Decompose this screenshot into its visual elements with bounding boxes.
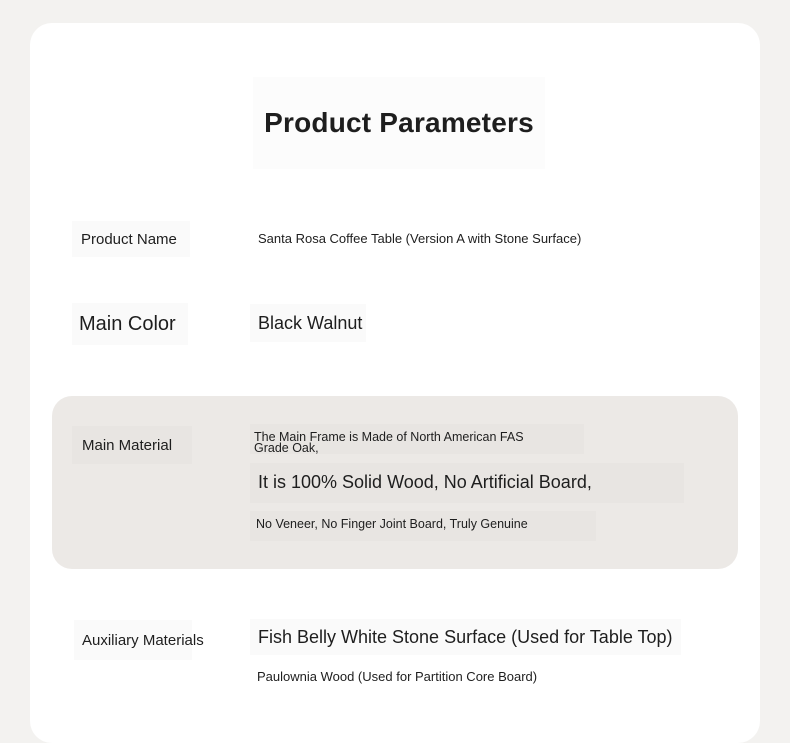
parameters-card [30,23,760,743]
auxiliary-materials-line1 [250,619,681,655]
main-material-line1-text: The Main Frame is Made of North American FAS [254,430,524,444]
main-color-label-text: Main Color [79,312,176,335]
main-material-line2-text: It is 100% Solid Wood, No Artificial Board, [258,471,592,492]
main-material-line3-text: No Veneer, No Finger Joint Board, Truly Genuine [256,517,528,531]
main-color-value-text: Black Walnut [258,312,363,333]
main-material-line3 [256,515,528,533]
auxiliary-materials-line2 [257,666,537,686]
title-box [253,77,545,169]
product-name-value-text: Santa Rosa Coffee Table (Version A with Stone Surface) [258,230,582,246]
page-title: Product Parameters [264,107,534,138]
product-name-label-text: Product Name [81,230,177,248]
auxiliary-materials-label [74,620,204,660]
product-name-label [72,221,190,257]
main-color-value [250,304,366,342]
product-name-value [258,227,581,249]
auxiliary-materials-line1-text: Fish Belly White Stone Surface (Used for Table Top) [258,626,673,647]
main-material-line1 [254,432,524,454]
auxiliary-materials-line2-text: Paulownia Wood (Used for Partition Core Board) [257,668,538,684]
main-material-label [74,427,172,463]
main-material-label-text: Main Material [82,436,173,454]
auxiliary-materials-label-text: Auxiliary Materials [82,631,204,649]
main-material-line1b-text: Grade Oak, [254,441,319,455]
main-material-line2 [258,469,592,495]
main-color-label [72,303,188,345]
